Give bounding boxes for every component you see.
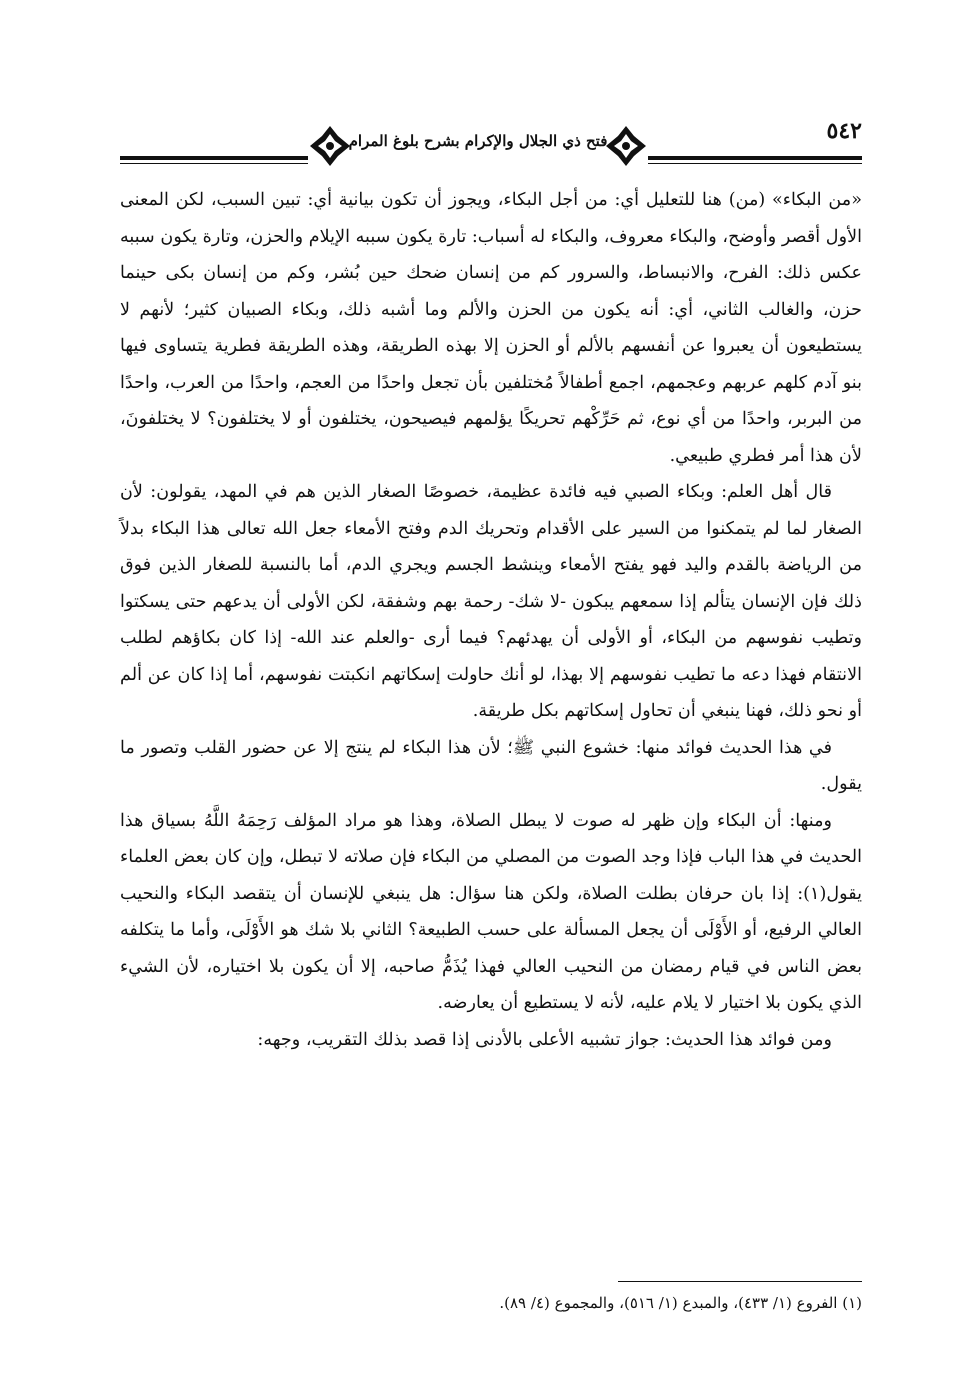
body-text <box>120 182 862 1058</box>
paragraph: ومنها: أن البكاء وإن ظهر له صوت لا يبطل الصلاة، وهذا هو مراد المؤلف رَحِمَهُ اللَّهُ بسياق هذا الحديث في هذا الباب فإذا وجد الصوت من المصلي من البكاء فإن صلاته لا تبطل، وإن كان بعض العلماء يقول(١): إذا بان حرفان بطلت الصلاة، ولكن هنا سؤال: هل ينبغي للإنسان أن يتقصد البكاء والنحيب العالي الرفيع، أو الأَوْلَى أن يجعل المسألة على حسب الطبيعة؟ الثاني بلا شك هو الأَوْلَى، وأما ما يتكلفه بعض الناس في قيام رمضان من النحيب العالي فهذا يُذَمُّ صاحبه، إلا أن يكون بلا اختياره، لأن الشيء الذي يكون بلا اختيار لا يلام عليه، لأنه لا يستطيع أن يعارضه. <box>120 810 862 1013</box>
paragraph: «من البكاء» (من) هنا للتعليل أي: من أجل البكاء، ويجوز أن تكون بيانية أي: تبين السبب، لكن المعنى الأول أقصر وأوضح، والبكاء معروف، والبكاء له أسباب: تارة يكون سببه الإيلام والحزن، وتارة يكون سببه عكس ذلك: الفرح، والانبساط، والسرور كم من إنسان ضحك حين بُشر، وكم من إنسان بكى حينما حزن، والغالب الثاني، أي: أنه يكون من الحزن والألم وما أشبه ذلك، وبكاء الصبيان كثير؛ لأنهم لا يستطيعون أن يعبروا عن أنفسهم بالألم أو الحزن إلا بهذه الطريقة، وهذه الطريقة فطرية يتساوى فيها بنو آدم كلهم عربهم وعجمهم، اجمع أطفالاً مُختلفين بأن تجعل واحدًا من العجم، واحدًا من العرب، واحدًا من البربر، واحدًا من أي نوع، ثم حَرِّكْهم تحريكًا يؤلمهم فيصيحون، يختلفون أو لا يختلفون؟ لا يختلفونَ، لأن هذا أمر فطري طبيعي. <box>120 190 862 466</box>
arabesque-ornament-icon <box>308 124 352 168</box>
arabesque-ornament-icon <box>604 124 648 168</box>
header-title-box <box>308 122 648 168</box>
paragraph: في هذا الحديث فوائد منها: خشوع النبي ﷺ؛ لأن هذا البكاء لم ينتج إلا عن حضور القلب وتصور ما يقول. <box>120 737 862 794</box>
page-header <box>120 118 862 170</box>
paragraph: قال أهل العلم: وبكاء الصبي فيه فائدة عظيمة، خصوصًا الصغار الذين هم في المهد، يقولون: لأن الصغار لما لم يتمكنوا من السير على الأقدام وتحريك الدم وفتح الأمعاء جعل الله تعالى هذا البكاء بدلاً من الرياضة بالقدم واليد فهو يفتح الأمعاء وينشط الجسم ويجري الدم، أما بالنسبة للصغار الذين فوق ذلك فإن الإنسان يتألم إذا سمعهم يبكون -لا شك- رحمة بهم وشفقة، لكن الأولى أن يدعهم حتى يسكتوا وتطيب نفوسهم من البكاء، أو الأولى أن يهدئهم؟ فيما أرى -والعلم عند الله- إذا كان بكاؤهم لطلب الانتقام فهذا دعه ما تطيب نفوسهم إلا بهذا، لو أنك حاولت إسكاتهم انكبتت نفوسهم، أما إذا كان عن ألم أو نحو ذلك، فهنا ينبغي أن تحاول إسكاتهم بكل طريقة. <box>120 482 862 721</box>
book-title: فتح ذي الجلال والإكرام بشرح بلوغ المرام <box>348 132 608 150</box>
paragraph: ومن فوائد هذا الحديث: جواز تشبيه الأعلى بالأدنى إذا قصد بذلك التقريب، وجهه: <box>257 1029 832 1050</box>
footnote: (١) الفروع (١/ ٤٣٣)، والمبدع (١/ ٥١٦)، والمجموع (٤/ ٨٩). <box>499 1294 862 1312</box>
page-number: ٥٤٢ <box>819 118 862 144</box>
footnote-separator <box>618 1281 862 1282</box>
